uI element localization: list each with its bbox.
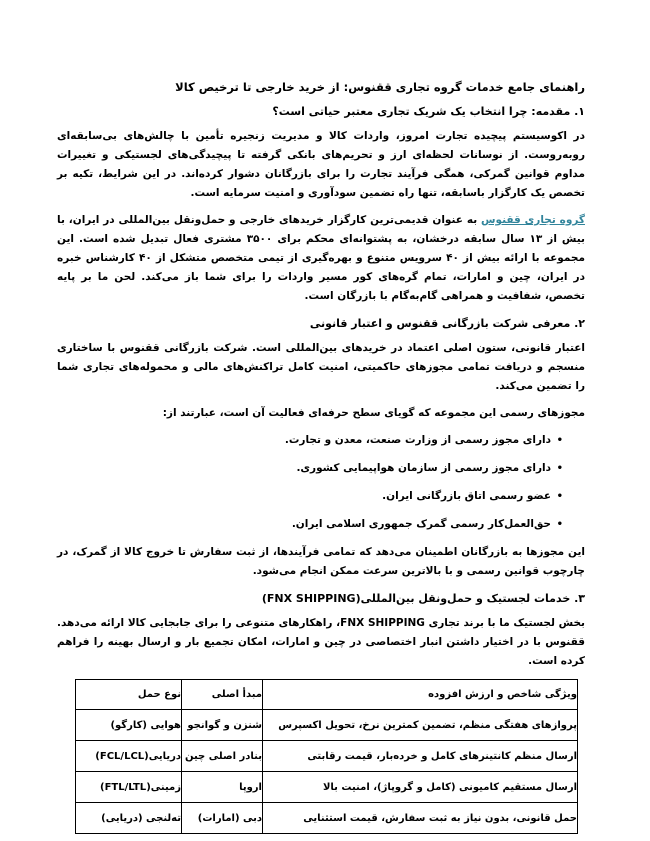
table-cell-feature: ارسال مستقیم کامیونی (کامل و گروپاژ)، امنیت بالا [263, 772, 578, 803]
list-item-text: عضو رسمی اتاق بازرگانی ایران. [382, 490, 551, 502]
list-item [57, 459, 585, 478]
licenses-list [57, 431, 585, 534]
table-cell-origin: دبی (امارات) [182, 803, 263, 834]
table-cell-type: زمینی(FTL/LTL) [76, 772, 182, 803]
page-title: راهنمای جامع خدمات گروه تجاری ققنوس: از خرید خارجی تا ترخیص کالا [175, 80, 585, 94]
table-header-row [76, 680, 578, 710]
bullet-icon: • [556, 435, 563, 446]
table-row [76, 803, 578, 834]
list-item [57, 487, 585, 506]
table-row [76, 741, 578, 772]
list-item-text: حق‌العمل‌کار رسمی گمرک جمهوری اسلامی ایران. [291, 518, 551, 530]
bullet-icon: • [556, 519, 563, 530]
table-cell-feature: پروازهای هفتگی منظم، تضمین کمترین نرخ، تحویل اکسپرس [263, 710, 578, 741]
table-cell-type: هوایی (کارگو) [76, 710, 182, 741]
section-heading-company: ۲. معرفی شرکت بازرگانی ققنوس و اعتبار قانونی [309, 317, 585, 330]
table-cell-origin: بنادر اصلی چین [182, 741, 263, 772]
table-cell-origin: اروپا [182, 772, 263, 803]
table-cell-feature: حمل قانونی، بدون نیاز به ثبت سفارش، قیمت استثنایی [263, 803, 578, 834]
header-cell-feature: ویژگی شاخص و ارزش افزوده [263, 680, 578, 710]
intro-paragraph: در اکوسیستم پیچیده تجارت امروز، واردات کالا و مدیریت زنجیره تأمین با چالش‌های بی‌سابقه‌ای روبه‌روست. از نوسانات لحظه‌ای ارز و تحریم‌های بانکی گرفته تا پیچیدگی‌های لجستیکی و تغییرات مداوم قوانین گمرکی، همگی فرآیند تجارت را برای بازرگانان دشوار کرده‌اند. در این شرایط، تکیه بر تخصص یک کارگزار باسابقه، تنها راه تضمین سودآوری و امنیت سرمایه است. [57, 130, 585, 199]
list-item [57, 431, 585, 450]
list-item-text: دارای مجوز رسمی از وزارت صنعت، معدن و تجارت. [284, 434, 551, 446]
header-cell-type: نوع حمل [76, 680, 182, 710]
header-cell-origin: مبدأ اصلی [182, 680, 263, 710]
company-paragraph: اعتبار قانونی، ستون اصلی اعتماد در خریدهای بین‌المللی است. شرکت بازرگانی ققنوس با ساختاری منسجم و دریافت تمامی مجوزهای حاکمیتی، امنیت کامل تراکنش‌های مالی و محموله‌های تجاری شما را تضمین می‌کند. [57, 342, 585, 392]
table-row [76, 710, 578, 741]
table-cell-feature: ارسال منظم کانتینرهای کامل و خرده‌بار، قیمت رقابتی [263, 741, 578, 772]
licenses-intro: مجوزهای رسمی این مجموعه که گویای سطح حرفه‌ای فعالیت آن است، عبارتند از: [162, 407, 585, 419]
section-heading-intro: ۱. مقدمه: چرا انتخاب یک شریک تجاری معتبر حیاتی است؟ [272, 105, 585, 118]
section-heading-logistics: ۳. خدمات لجستیک و حمل‌ونقل بین‌المللی(FNX SHIPPING) [261, 592, 585, 605]
bullet-icon: • [556, 463, 563, 474]
logistics-paragraph: بخش لجستیک ما با برند تجاری FNX SHIPPING، راهکارهای متنوعی را برای جابجایی کالا ارائه می‌دهد. ققنوس با در اختیار داشتن انبار اختصاصی در چین و امارات، امکان تجمیع بار و ارسال بهینه را فراهم کرده است. [57, 617, 585, 667]
list-item-text: دارای مجوز رسمی از سازمان هواپیمایی کشوری. [296, 462, 551, 474]
shipping-table [75, 679, 578, 834]
phoenix-group-link[interactable]: گروه تجاری ققنوس [481, 214, 585, 226]
table-cell-type: دریایی(FCL/LCL) [76, 741, 182, 772]
table-row [76, 772, 578, 803]
bullet-icon: • [556, 491, 563, 502]
about-paragraph-text: به عنوان قدیمی‌ترین کارگزار خریدهای خارجی و حمل‌ونقل بین‌المللی در ایران، با بیش از ۱۳ سال سابقه درخشان، به پشتوانه‌ای محکم برای ۳۵۰۰ مشتری فعال تبدیل شده است. این مجموعه با ارائه بیش از ۴۰ سرویس متنوع و بهره‌گیری از تیمی متخصص متشکل از ۴۰ کارشناس خبره در ایران، چین و امارات، تمام گره‌های کور مسیر واردات را برای شما باز می‌کند. لحن ما بر پایه تخصص، شفافیت و همراهی گام‌به‌گام با بازرگان است. [57, 214, 585, 302]
assurance-paragraph: این مجوزها به بازرگانان اطمینان می‌دهد که تمامی فرآیندها، از ثبت سفارش تا خروج کالا از گمرک، در چارچوب قوانین رسمی و با بالاترین سرعت ممکن انجام می‌شود. [57, 546, 585, 577]
list-item [57, 515, 585, 534]
about-paragraph [57, 211, 585, 306]
table-cell-origin: شنزن و گوانجو [182, 710, 263, 741]
table-cell-type: ته‌لنجی (دریایی) [76, 803, 182, 834]
